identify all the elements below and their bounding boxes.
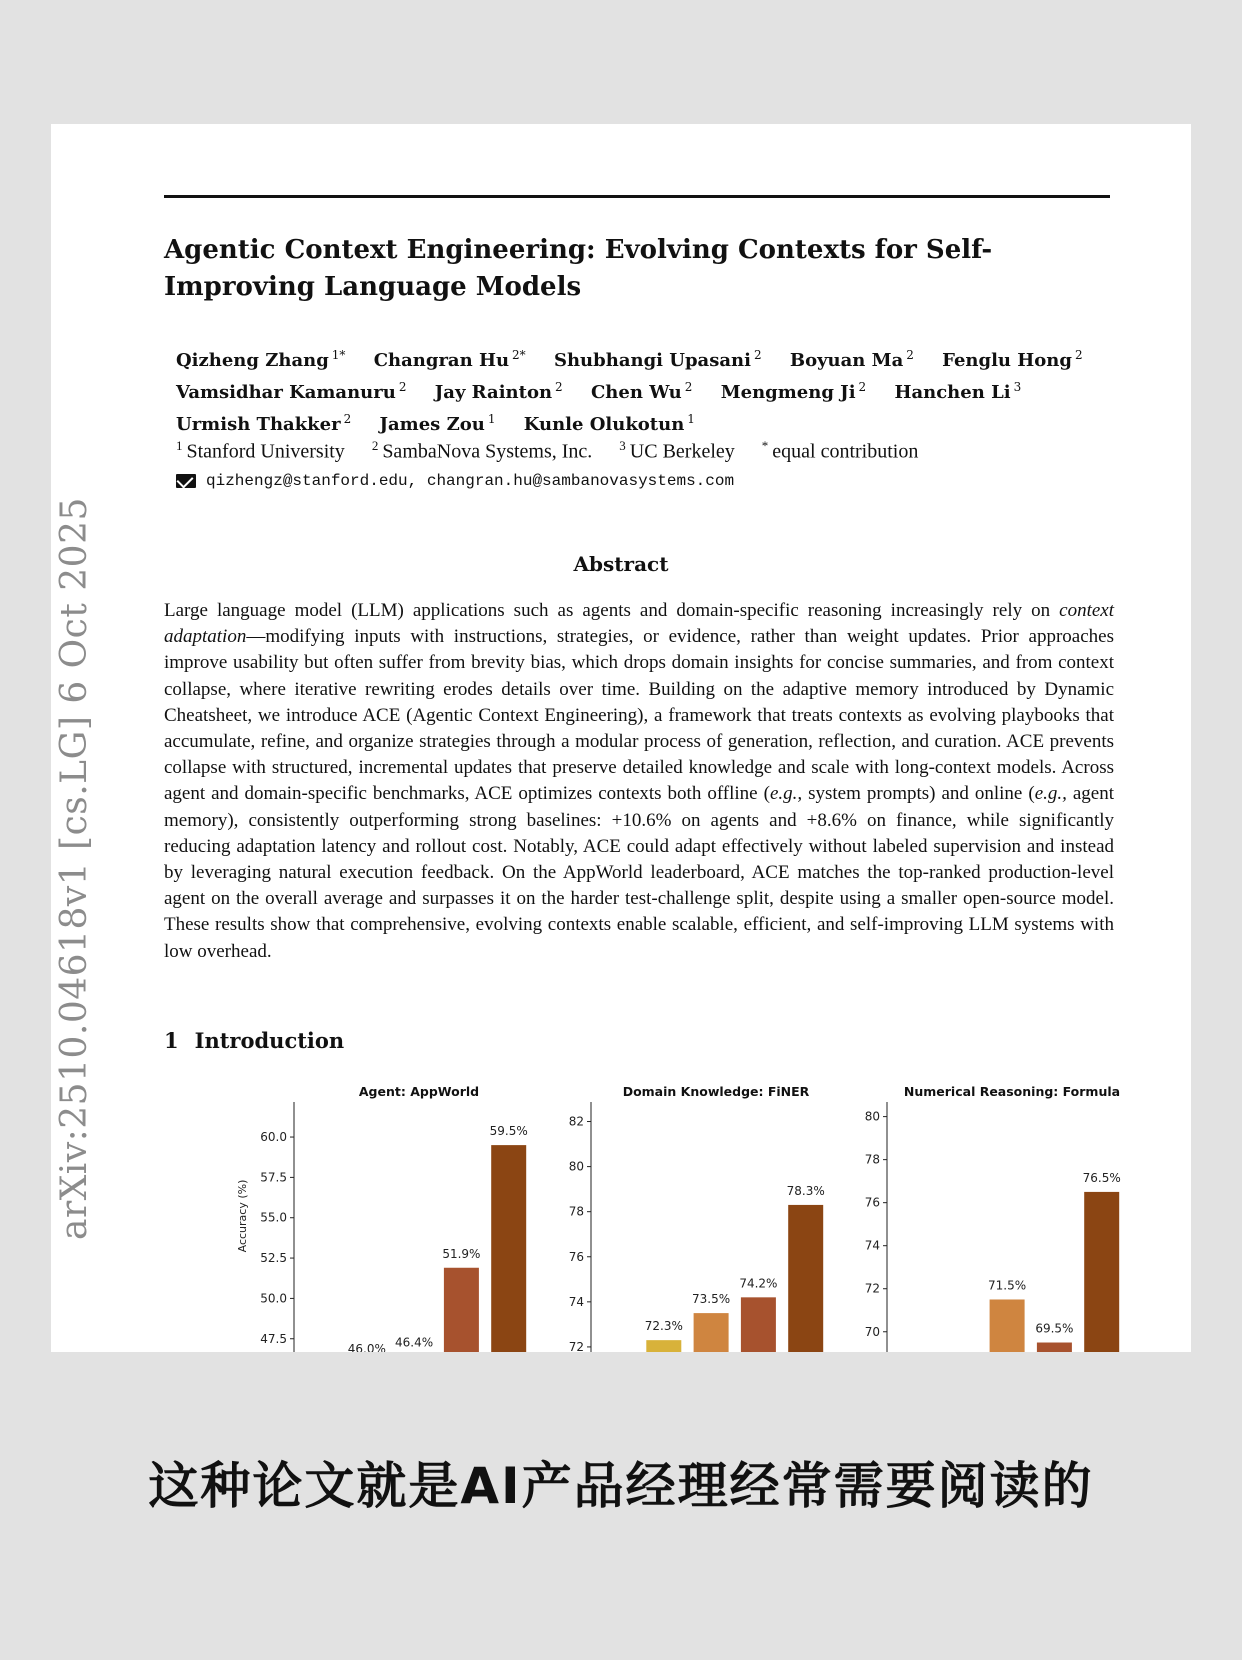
author-name: Hanchen Li bbox=[894, 382, 1011, 403]
abstract-text: system prompts) and online ( bbox=[802, 783, 1035, 805]
bar bbox=[741, 1297, 776, 1352]
y-tick-label: 60.0 bbox=[260, 1130, 287, 1145]
affiliation-mark: 3 bbox=[619, 438, 626, 453]
envelope-icon bbox=[176, 474, 196, 488]
y-tick-label: 55.0 bbox=[260, 1210, 287, 1225]
data-label: 78.3% bbox=[786, 1183, 825, 1198]
author-affil: 2 bbox=[555, 380, 563, 394]
abstract-text: —modifying inputs with instructions, strategies, or evidence, rather than weight updates. Prior approaches improve usability but often suffer from brevity bias, which drops domain insights for concise summaries, and from context collapse, where iterative rewriting erodes details over time. Building on the adaptive memory introduced by Dynamic Cheatsheet, we introduce ACE (Agentic Context Engineering), a framework that treats contexts as evolving playbooks that accumulate, refine, and organize strategies through a modular process of generation, reflection, and curation. ACE prevents collapse with structured, incremental updates that preserve detailed knowledge and scale with long-context models. Across agent and domain-specific benchmarks, ACE optimizes contexts both offline ( bbox=[164, 626, 1114, 805]
data-label: 72.3% bbox=[644, 1319, 683, 1334]
affiliation-mark: * bbox=[761, 438, 769, 453]
author-affil: 2* bbox=[512, 348, 526, 362]
abstract-emphasis: context adaptation bbox=[164, 600, 1114, 648]
author bbox=[942, 342, 1082, 374]
bar bbox=[990, 1299, 1025, 1352]
caption-text: 这种论文就是AI产品经理经常需要阅读的 bbox=[148, 1457, 1094, 1515]
bar bbox=[646, 1340, 681, 1352]
data-label: 59.5% bbox=[489, 1124, 528, 1139]
affiliation-list bbox=[176, 433, 1116, 465]
bar bbox=[1037, 1343, 1072, 1352]
y-tick-label: 74 bbox=[864, 1238, 880, 1253]
abstract-text: agent memory), consistently outperforming strong baselines: +10.6% on agents and +8.6% on finance, while significantly reducing adaptation latency and rollout cost. Notably, ACE could adapt effectively without labeled supervision and instead by leveraging natural execution feedback. On the AppWorld leaderboard, ACE matches the top-ranked production-level agent on the overall average and surpasses it on the harder test-challenge split, despite using a smaller open-source model. These results show that comprehensive, evolving contexts enable scalable, efficient, and self-improving LLM systems with low overhead. bbox=[164, 783, 1115, 962]
y-tick-label: 76 bbox=[864, 1195, 880, 1210]
author-name: Vamsidhar Kamanuru bbox=[176, 382, 396, 403]
author-affil: 2 bbox=[1074, 348, 1083, 362]
y-axis-label: Accuracy (%) bbox=[236, 1179, 249, 1253]
y-tick-label: 76 bbox=[568, 1249, 584, 1264]
author-name: James Zou bbox=[379, 414, 485, 435]
author bbox=[176, 342, 345, 374]
author-name: Boyuan Ma bbox=[789, 350, 904, 371]
paper-page bbox=[51, 124, 1191, 1415]
author-name: Kunle Olukotun bbox=[523, 414, 685, 435]
results-figure bbox=[181, 1084, 1131, 1415]
y-tick-label: 78 bbox=[864, 1152, 880, 1167]
author-affil: 2 bbox=[906, 348, 914, 362]
abstract-text: Large language model (LLM) applications such as agents and domain-specific reasoning increasingly rely on bbox=[164, 600, 1060, 621]
author-affil: 2 bbox=[858, 380, 867, 394]
data-label: 74.2% bbox=[739, 1276, 778, 1291]
section-number: 1 bbox=[164, 1028, 179, 1053]
bar bbox=[694, 1313, 729, 1352]
data-label: 76.5% bbox=[1082, 1170, 1121, 1185]
affiliation bbox=[372, 433, 592, 465]
chart-title: Agent: AppWorld bbox=[358, 1084, 480, 1099]
author-name: Changran Hu bbox=[373, 350, 510, 371]
author-name: Shubhangi Upasani bbox=[553, 350, 751, 371]
y-tick-label: 82 bbox=[568, 1114, 584, 1129]
author bbox=[554, 342, 762, 374]
data-label: 73.5% bbox=[692, 1292, 731, 1307]
y-tick-label: 72 bbox=[864, 1281, 880, 1296]
affiliation bbox=[762, 433, 919, 465]
author bbox=[894, 374, 1021, 406]
author-name: Mengmeng Ji bbox=[720, 382, 856, 403]
abstract-body bbox=[164, 598, 1114, 965]
contact-emails[interactable]: qizhengz@stanford.edu, changran.hu@sambanovasystems.com bbox=[206, 472, 735, 490]
top-rule bbox=[164, 195, 1110, 198]
arxiv-id: arXiv:2510.04618v1 [cs.LG] 6 Oct 2025 bbox=[54, 497, 95, 1240]
y-tick-label: 52.5 bbox=[260, 1251, 287, 1266]
data-label: 51.9% bbox=[442, 1246, 481, 1261]
author bbox=[435, 374, 563, 406]
bar bbox=[1084, 1192, 1119, 1352]
affiliation bbox=[176, 433, 345, 465]
paper-title: Agentic Context Engineering: Evolving Contexts for Self-Improving Language Models bbox=[164, 235, 993, 302]
data-label: 69.5% bbox=[1035, 1321, 1074, 1336]
affiliation-mark: 1 bbox=[176, 438, 183, 453]
y-tick-label: 50.0 bbox=[260, 1291, 287, 1306]
affiliation-mark: 2 bbox=[371, 438, 379, 453]
author-name: Chen Wu bbox=[590, 382, 682, 403]
affiliation-name: Stanford University bbox=[186, 440, 345, 463]
contact-line bbox=[176, 470, 1116, 492]
chart-title: Numerical Reasoning: Formula bbox=[903, 1084, 1121, 1099]
affiliation-name: SambaNova Systems, Inc. bbox=[382, 440, 593, 463]
author-name: Urmish Thakker bbox=[176, 414, 341, 435]
y-tick-label: 57.5 bbox=[260, 1170, 287, 1185]
bar bbox=[788, 1205, 823, 1352]
author-affil: 2 bbox=[684, 380, 693, 394]
author-affil: 2 bbox=[398, 380, 407, 394]
y-tick-label: 78 bbox=[568, 1204, 584, 1219]
author bbox=[591, 374, 692, 406]
author-name: Jay Rainton bbox=[434, 382, 553, 403]
y-tick-label: 72 bbox=[568, 1339, 584, 1354]
author bbox=[374, 342, 526, 374]
author-affil: 2 bbox=[343, 412, 352, 426]
abstract-heading: Abstract bbox=[573, 552, 669, 576]
abstract-emphasis: e.g., bbox=[1034, 783, 1067, 805]
author-affil: 1 bbox=[487, 412, 496, 426]
y-tick-label: 74 bbox=[568, 1294, 584, 1309]
author-affil: 1* bbox=[331, 348, 346, 362]
affiliation-name: UC Berkeley bbox=[629, 440, 735, 463]
author bbox=[176, 374, 406, 406]
author bbox=[721, 374, 866, 406]
y-tick-label: 80 bbox=[864, 1109, 880, 1124]
y-tick-label: 47.5 bbox=[260, 1331, 287, 1346]
section-heading bbox=[164, 1028, 344, 1053]
abstract-emphasis: e.g., bbox=[769, 783, 803, 805]
section-title: Introduction bbox=[194, 1028, 345, 1053]
author-affil: 3 bbox=[1013, 380, 1022, 394]
data-label: 71.5% bbox=[988, 1278, 1027, 1293]
author-name: Fenglu Hong bbox=[942, 350, 1072, 371]
data-label: 46.0% bbox=[347, 1341, 386, 1356]
bar bbox=[491, 1145, 526, 1352]
author-name: Qizheng Zhang bbox=[176, 350, 329, 371]
bar-charts: 45.047.550.052.555.057.560.0Agent: AppWorldAccuracy (%)42.4%46.0% 46.4%51.9%59.5%727476788082Domain Knowledge: FiNER70.7%72.3%73.5%74.2%78.3%68707274767880Numerical Reasoning: Formula67.5%67.0%71.5%69.5%76.5% bbox=[236, 1084, 1121, 1415]
author-list bbox=[176, 342, 1116, 438]
data-label: 46.4% bbox=[395, 1335, 434, 1350]
chart-title: Domain Knowledge: FiNER bbox=[622, 1084, 810, 1099]
affiliation-name: equal contribution bbox=[772, 440, 919, 463]
author-affil: 1 bbox=[687, 412, 695, 426]
affiliation bbox=[619, 433, 734, 465]
bar bbox=[444, 1268, 479, 1352]
author bbox=[790, 342, 914, 374]
author-affil: 2 bbox=[753, 348, 762, 362]
y-tick-label: 70 bbox=[864, 1324, 880, 1339]
y-tick-label: 80 bbox=[568, 1159, 584, 1174]
